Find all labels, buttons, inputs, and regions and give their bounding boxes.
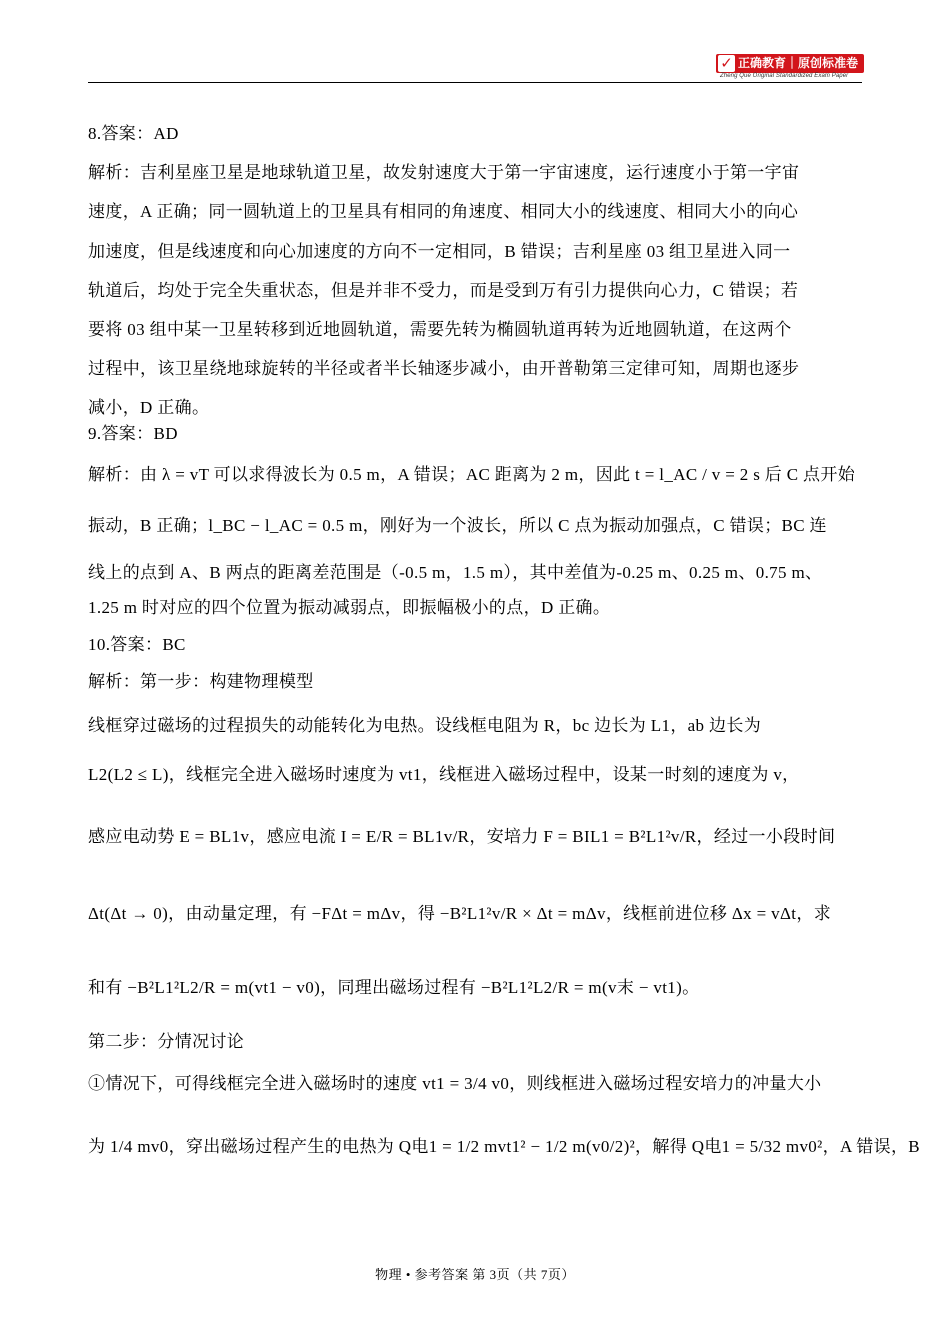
q8-line: 轨道后，均处于完全失重状态，但是并非不受力，而是受到万有引力提供向心力，C 错误；若 xyxy=(88,281,799,300)
q9-line: 1.25 m 时对应的四个位置为振动减弱点，即振幅极小的点，D 正确。 xyxy=(88,598,611,617)
q10-step2: 第二步：分情况讨论 xyxy=(88,1032,245,1051)
q10-line: L2(L2 ≤ L)，线框完全进入磁场时速度为 vt1，线框进入磁场过程中，设某一时刻的速度为 v， xyxy=(88,765,800,784)
q8-line: 过程中，该卫星绕地球旋转的半径或者半长轴逐步减小，由开普勒第三定律可知，周期也逐步 xyxy=(88,359,800,378)
q8-line: 解析：吉利星座卫星是地球轨道卫星，故发射速度大于第一宇宙速度，运行速度小于第一宇宙 xyxy=(88,163,800,182)
logo-brand-text: 正确教育｜原创标准卷 xyxy=(738,56,859,70)
q8-line: 要将 03 组中某一卫星转移到近地圆轨道，需要先转为椭圆轨道再转为近地圆轨道，在这两个 xyxy=(88,320,792,339)
header-rule xyxy=(88,82,862,83)
q10-line: 感应电动势 E = BL1v，感应电流 I = E/R = BL1v/R，安培力 F = BIL1 = B²L1²v/R，经过一小段时间 xyxy=(88,827,836,846)
q10-line: 线框穿过磁场的过程损失的动能转化为电热。设线框电阻为 R，bc 边长为 L1，ab 边长为 xyxy=(88,716,762,735)
q10-line: 为 1/4 mv0，穿出磁场过程产生的电热为 Q电1 = 1/2 mvt1² − 1/2 m(v0/2)²，解得 Q电1 = 5/32 mv0²，A 错误，B xyxy=(88,1137,920,1156)
q10-line: ①情况下，可得线框完全进入磁场时的速度 vt1 = 3/4 v0，则线框进入磁场过程安培力的冲量大小 xyxy=(88,1074,822,1093)
q10-line: Δt(Δt → 0)，由动量定理，有 −FΔt = mΔv，得 −B²L1²v/R × Δt = mΔv，线框前进位移 Δx = vΔt，求 xyxy=(88,904,832,923)
q9-line: 振动，B 正确；l_BC − l_AC = 0.5 m，刚好为一个波长，所以 C 点为振动加强点，C 错误；BC 连 xyxy=(88,516,827,535)
q10-line: 和有 −B²L1²L2/R = m(vt1 − v0)，同理出磁场过程有 −B²L1²L2/R = m(v末 − vt1)。 xyxy=(88,978,700,997)
page-footer: 物理 • 参考答案 第 3页（共 7页） xyxy=(375,1267,575,1282)
q10-answer: 10.答案：BC xyxy=(88,635,186,654)
q8-answer: 8.答案：AD xyxy=(88,124,179,143)
q9-line: 线上的点到 A、B 两点的距离差范围是（-0.5 m，1.5 m），其中差值为-0.25 m、0.25 m、0.75 m、 xyxy=(88,563,823,582)
logo-subtitle: Zheng Que Original Standardized Exam Paper xyxy=(720,73,849,79)
check-icon: ✓ xyxy=(718,55,735,72)
q8-line: 加速度，但是线速度和向心加速度的方向不一定相同，B 错误；吉利星座 03 组卫星进入同一 xyxy=(88,242,791,261)
brand-logo xyxy=(716,54,864,80)
q8-line: 速度，A 正确；同一圆轨道上的卫星具有相同的角速度、相同大小的线速度、相同大小的向心 xyxy=(88,202,799,221)
q9-line: 解析：由 λ = vT 可以求得波长为 0.5 m，A 错误；AC 距离为 2 m，因此 t = l_AC / v = 2 s 后 C 点开始 xyxy=(88,465,856,484)
q9-answer: 9.答案：BD xyxy=(88,424,178,443)
q8-line: 减小，D 正确。 xyxy=(88,398,210,417)
q10-line: 解析：第一步：构建物理模型 xyxy=(88,672,314,691)
